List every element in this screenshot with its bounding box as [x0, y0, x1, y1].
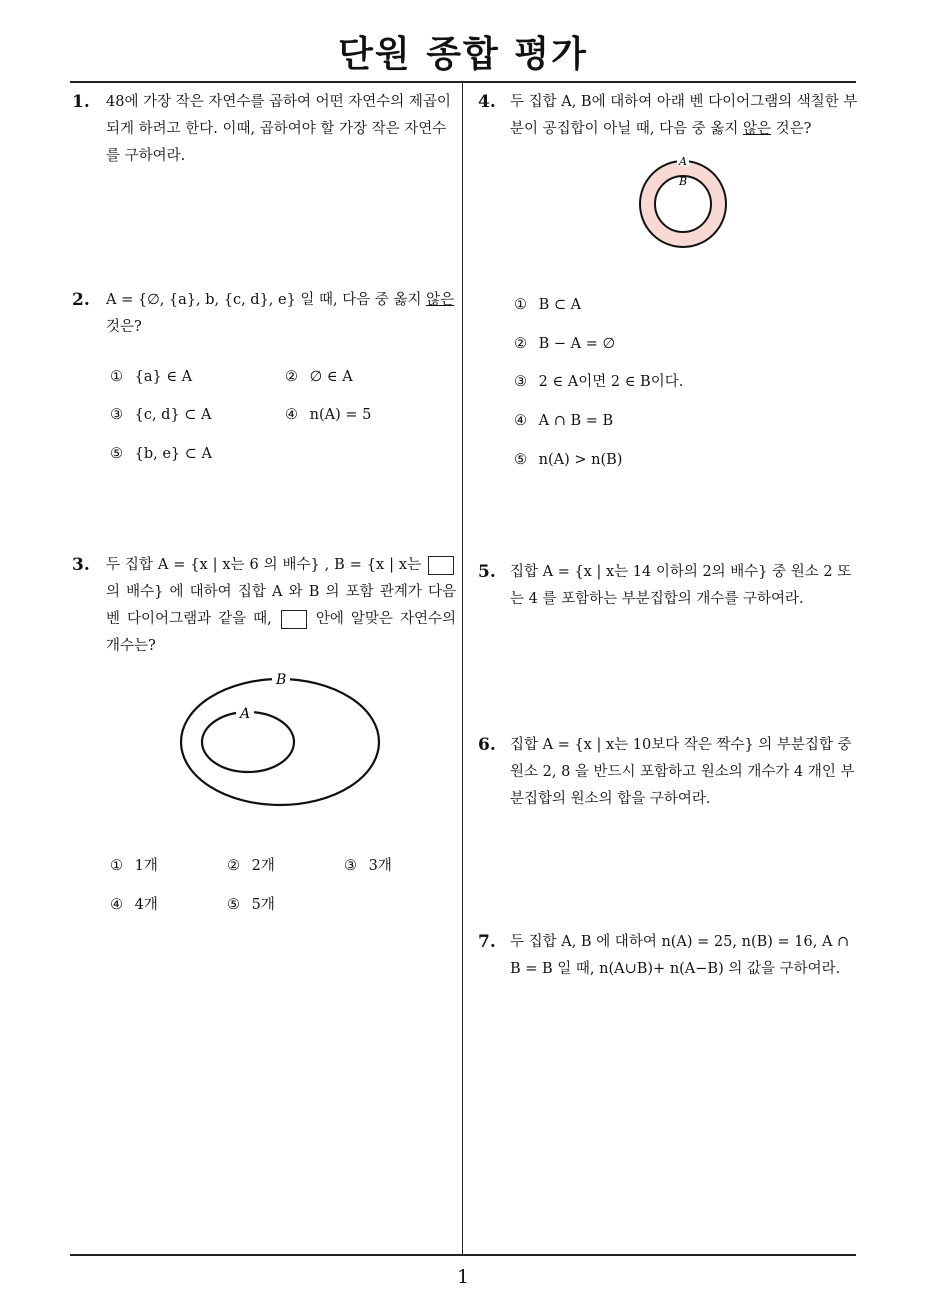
q3-text-part: 두 집합 A = {x | x는 6 의 배수} , B = {x | x는 [106, 557, 426, 573]
q4-stem-underline: 않은 [742, 121, 771, 137]
q3-option-5[interactable] [227, 895, 275, 915]
option-text: {a} ∈ A [134, 369, 193, 385]
option-marker: ② [227, 858, 240, 874]
q4-option-1[interactable] [514, 295, 581, 315]
option-text: n(A) = 5 [309, 407, 372, 423]
option-marker: ③ [110, 407, 123, 423]
column-divider [462, 82, 463, 1255]
q3-number: 3. [72, 555, 90, 575]
option-marker: ② [514, 336, 527, 352]
option-marker: ④ [285, 407, 298, 423]
option-marker: ④ [514, 413, 527, 429]
venn-label-B: B [276, 672, 287, 688]
page-title: 단원 종합 평가 [338, 34, 588, 75]
q4-stem [510, 89, 860, 143]
q4-venn-diagram [635, 152, 731, 252]
top-rule [70, 81, 856, 83]
venn-outer-set [181, 679, 379, 805]
q4-option-4[interactable] [514, 411, 613, 431]
option-marker: ① [110, 369, 123, 385]
q5-number: 5. [478, 562, 496, 582]
q4-option-2[interactable] [514, 334, 615, 354]
q6-text: 집합 A = {x | x는 10보다 작은 짝수} 의 부분집합 중 원소 2, 8 을 반드시 포함하고 원소의 개수가 4 개인 부분집합의 원소의 합을 구하여라. [510, 737, 855, 807]
option-marker: ④ [110, 897, 123, 913]
q2-option-3[interactable] [110, 405, 212, 425]
blank-box [428, 556, 454, 575]
q1-number: 1. [72, 92, 90, 112]
q2-stem-end: 것은? [106, 319, 142, 335]
option-text: n(A) > n(B) [538, 452, 623, 468]
option-text: 2 ∈ A이면 2 ∈ B이다. [538, 374, 684, 390]
option-marker: ③ [344, 858, 357, 874]
q6-number: 6. [478, 735, 496, 755]
option-text: B − A = ∅ [538, 336, 616, 352]
q4-option-5[interactable] [514, 450, 622, 470]
venn-label-A: A [240, 706, 251, 722]
q4-number: 4. [478, 92, 496, 112]
option-marker: ① [110, 858, 123, 874]
q4-stem-text: 두 집합 A, B에 대하여 아래 벤 다이어그램의 색칠한 부분이 공집합이 아닐 때, 다음 중 옳지 [510, 94, 858, 137]
option-text: 5개 [251, 897, 275, 913]
q2-option-2[interactable] [285, 367, 353, 387]
q3-text-part: 의 배수} 에 대하여 집합 A 와 B 의 포함 관계가 다음 벤 다이어그램과 같을 때, [106, 584, 456, 627]
option-marker: ① [514, 297, 527, 313]
q2-stem-underline: 않은 [426, 292, 455, 308]
q3-option-4[interactable] [110, 895, 158, 915]
q3-text [106, 552, 456, 660]
option-text: {b, e} ⊂ A [134, 446, 212, 462]
q3-text-part: 안에 알맞은 자연수의 개수는? [106, 611, 456, 654]
venn-label-B: B [679, 175, 688, 188]
q3-option-1[interactable] [110, 856, 158, 876]
q3-option-2[interactable] [227, 856, 275, 876]
q2-stem-text: A = {∅, {a}, b, {c, d}, e} 일 때, 다음 중 옳지 [106, 292, 427, 308]
option-text: 4개 [134, 897, 158, 913]
q1-text: 48에 가장 작은 자연수를 곱하여 어떤 자연수의 제곱이 되게 하려고 한다. 이때, 곱하여야 할 가장 작은 자연수를 구하여라. [106, 94, 451, 164]
option-text: 3개 [368, 858, 392, 874]
option-marker: ③ [514, 374, 527, 390]
option-text: B ⊂ A [538, 297, 582, 313]
q2-number: 2. [72, 290, 90, 310]
q7-text: 두 집합 A, B 에 대하여 n(A) = 25, n(B) = 16, A ∩ B = B 일 때, n(A∪B)+ n(A−B) 의 값을 구하여라. [510, 934, 850, 977]
blank-box [281, 610, 307, 629]
option-text: ∅ ∈ A [309, 369, 353, 385]
q2-option-4[interactable] [285, 405, 371, 425]
option-text: A ∩ B = B [538, 413, 614, 429]
option-marker: ② [285, 369, 298, 385]
option-text: {c, d} ⊂ A [134, 407, 212, 423]
q7-number: 7. [478, 932, 496, 952]
q2-option-5[interactable] [110, 444, 212, 464]
q2-stem [106, 287, 456, 341]
q5-text: 집합 A = {x | x는 14 이하의 2의 배수} 중 원소 2 또는 4 를 포함하는 부분집합의 개수를 구하여라. [510, 564, 852, 607]
q3-venn-diagram [170, 672, 390, 812]
page-number: 1 [456, 1266, 470, 1288]
option-marker: ⑤ [227, 897, 240, 913]
bottom-rule [70, 1254, 856, 1256]
q4-option-3[interactable] [514, 372, 683, 392]
option-text: 1개 [134, 858, 158, 874]
q4-stem-end: 것은? [771, 121, 812, 137]
q3-option-3[interactable] [344, 856, 392, 876]
option-text: 2개 [251, 858, 275, 874]
option-marker: ⑤ [514, 452, 527, 468]
q2-option-1[interactable] [110, 367, 192, 387]
venn-label-A: A [679, 155, 687, 168]
option-marker: ⑤ [110, 446, 123, 462]
